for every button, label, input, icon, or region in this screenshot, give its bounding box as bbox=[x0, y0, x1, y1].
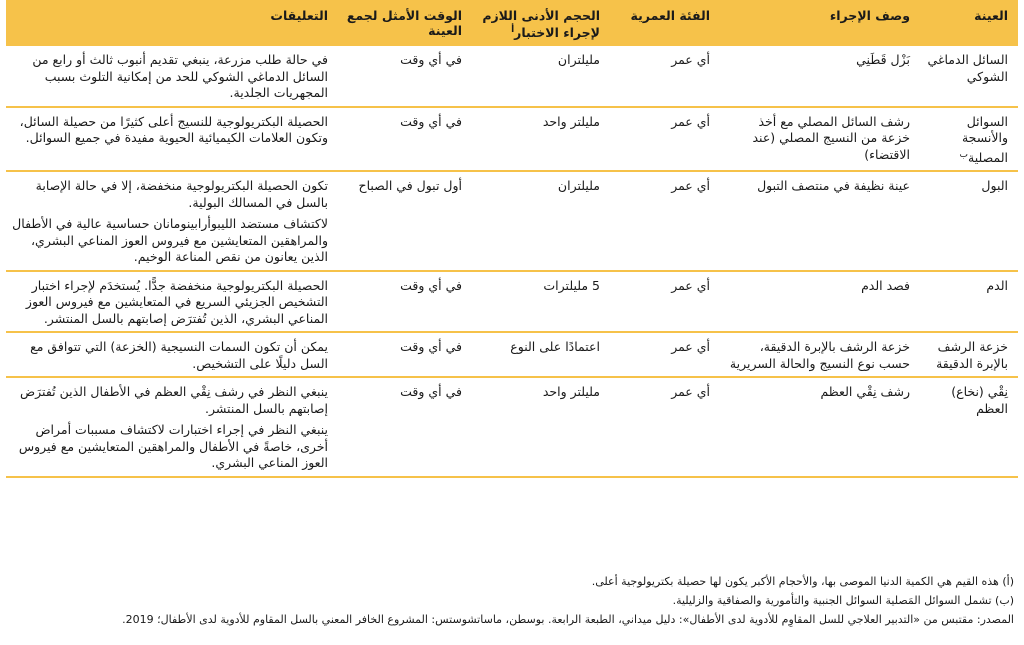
cell-best-time: في أي وقت bbox=[338, 377, 472, 477]
header-procedure: وصف الإجراء bbox=[720, 0, 920, 46]
header-comments: التعليقات bbox=[6, 0, 338, 46]
cell-min-volume: اعتمادًا على النوع bbox=[472, 332, 610, 377]
cell-comments bbox=[6, 107, 338, 172]
footnotes bbox=[14, 572, 1014, 629]
cell-age: أي عمر bbox=[610, 46, 720, 107]
cell-sample bbox=[920, 271, 1018, 333]
cell-comments bbox=[6, 46, 338, 107]
cell-comments bbox=[6, 332, 338, 377]
table-row bbox=[6, 271, 1018, 333]
cell-best-time: في أي وقت bbox=[338, 46, 472, 107]
sample-name: البول bbox=[981, 178, 1008, 194]
cell-procedure: عينة نظيفة في منتصف التبول bbox=[720, 171, 920, 271]
comment-paragraph: ينبغي النظر في إجراء اختبارات لاكتشاف مسببات أمراض أخرى، خاصةً في الأطفال والمراهقين المتعايشين مع فيروس العوز المناعي البشري. bbox=[18, 422, 328, 471]
cell-best-time: في أي وقت bbox=[338, 332, 472, 377]
cell-age: أي عمر bbox=[610, 377, 720, 477]
cell-age: أي عمر bbox=[610, 271, 720, 333]
table-row bbox=[6, 46, 1018, 107]
cell-sample bbox=[920, 377, 1018, 477]
cell-procedure: فصد الدم bbox=[720, 271, 920, 333]
cell-comments bbox=[6, 271, 338, 333]
sample-name: السوائل والأنسجة المصلية bbox=[961, 113, 1008, 165]
specimen-table bbox=[6, 0, 1018, 478]
cell-best-time: في أي وقت bbox=[338, 107, 472, 172]
cell-best-time: أول تبول في الصباح bbox=[338, 171, 472, 271]
cell-sample bbox=[920, 332, 1018, 377]
table-row bbox=[6, 107, 1018, 172]
cell-comments bbox=[6, 377, 338, 477]
footnote-mark-b: ب bbox=[959, 149, 969, 160]
cell-min-volume: 5 مليلترات bbox=[472, 271, 610, 333]
sample-name: السائل الدماغي الشوكي bbox=[927, 52, 1008, 84]
cell-procedure: خزعة الرشف بالإبرة الدقيقة، حسب نوع النسيج والحالة السريرية bbox=[720, 332, 920, 377]
comment-paragraph: يمكن أن تكون السمات النسيجية (الخزعة) التي تتوافق مع السل دليلًا على التشخيص. bbox=[30, 339, 328, 371]
footnote-mark-a: أ bbox=[511, 25, 515, 35]
cell-best-time: في أي وقت bbox=[338, 271, 472, 333]
comment-paragraph: تكون الحصيلة البكتريولوجية منخفضة، إلا في حالة الإصابة بالسل في المسالك البولية. bbox=[35, 178, 328, 210]
table-header-row bbox=[6, 0, 1018, 46]
comment-paragraph: لاكتشاف مستضد الليبوأرابينومانان حساسية عالية في الأطفال والمراهقين المتعايشين مع فيروس العوز المناعي البشري، الذين يعانون من نقص المناعة الوخيم. bbox=[12, 216, 328, 265]
cell-comments bbox=[6, 171, 338, 271]
sample-name: خزعة الرشف بالإبرة الدقيقة bbox=[936, 339, 1008, 371]
cell-min-volume: مليلتر واحد bbox=[472, 107, 610, 172]
cell-procedure: بَزْل قَطَنِي bbox=[720, 46, 920, 107]
header-min-volume: الحجم الأدنى اللازم لإجراء الاختبار$^أ$ bbox=[472, 0, 610, 46]
cell-sample bbox=[920, 46, 1018, 107]
comment-paragraph: الحصيلة البكتريولوجية للنسيج أعلى كثيرًا من حصيلة السائل، وتكون العلامات الكيميائية الحيوية مفيدة في جميع السوائل. bbox=[19, 113, 328, 146]
cell-sample bbox=[920, 171, 1018, 271]
comment-paragraph: في حالة طلب مزرعة، ينبغي تقديم أنبوب ثالث أو رابع من السائل الدماغي الشوكي للحد من إمكانية التلوث بسبب المجهريات الجلدية. bbox=[32, 52, 328, 101]
table-row bbox=[6, 171, 1018, 271]
comment-paragraph: ينبغي النظر في رشف نِقْي العظم في الأطفال الذين تُفترَض إصابتهم بالسل المنتشر. bbox=[20, 384, 328, 416]
header-best-time: الوقت الأمثل لجمع العينة bbox=[338, 0, 472, 46]
header-age: الفئة العمرية bbox=[610, 0, 720, 46]
table-row bbox=[6, 332, 1018, 377]
sample-name: نِقْي (نخاع) العظم bbox=[951, 384, 1008, 416]
comment-paragraph: الحصيلة البكتريولوجية منخفضة جدًّا. يُستخدَم لإجراء اختبار التشخيص الجزيئي السريع في المتعايشين مع فيروس العوز المناعي البشري، الذين تُفترَض إصابتهم بالسل المنتشر. bbox=[25, 277, 328, 326]
table-row bbox=[6, 377, 1018, 477]
cell-procedure: رشف نِقْي العظم bbox=[720, 377, 920, 477]
sample-name: الدم bbox=[986, 277, 1008, 293]
footnote-b: (ب) تشمل السوائل المَصلية السوائل الجنبية والتأمورية والصفاقية والزليلية. bbox=[672, 594, 1014, 607]
cell-sample bbox=[920, 107, 1018, 172]
cell-min-volume: مليلتران bbox=[472, 171, 610, 271]
cell-min-volume: مليلتران bbox=[472, 46, 610, 107]
cell-age: أي عمر bbox=[610, 332, 720, 377]
cell-procedure: رشف السائل المصلي مع أخذ خزعة من النسيج المصلي (عند الاقتضاء) bbox=[720, 107, 920, 172]
header-sample: العينة bbox=[920, 0, 1018, 46]
cell-min-volume: مليلتر واحد bbox=[472, 377, 610, 477]
cell-age: أي عمر bbox=[610, 107, 720, 172]
source-note: المصدر: مقتبس من «التدبير العلاجي للسل المقاوِم للأدوية لدى الأطفال»: دليل ميداني، الطبعة الرابعة. بوسطن، ماساتشوستس: المشروع الخافر المعني بالسل المقاوم للأدوية لدى الأطفال؛ 2019. bbox=[122, 613, 1014, 626]
cell-age: أي عمر bbox=[610, 171, 720, 271]
footnote-a: (أ) هذه القيم هي الكمية الدنيا الموصى بها، والأحجام الأكبر يكون لها حصيلة بكتريولوجية أعلى. bbox=[591, 575, 1014, 588]
